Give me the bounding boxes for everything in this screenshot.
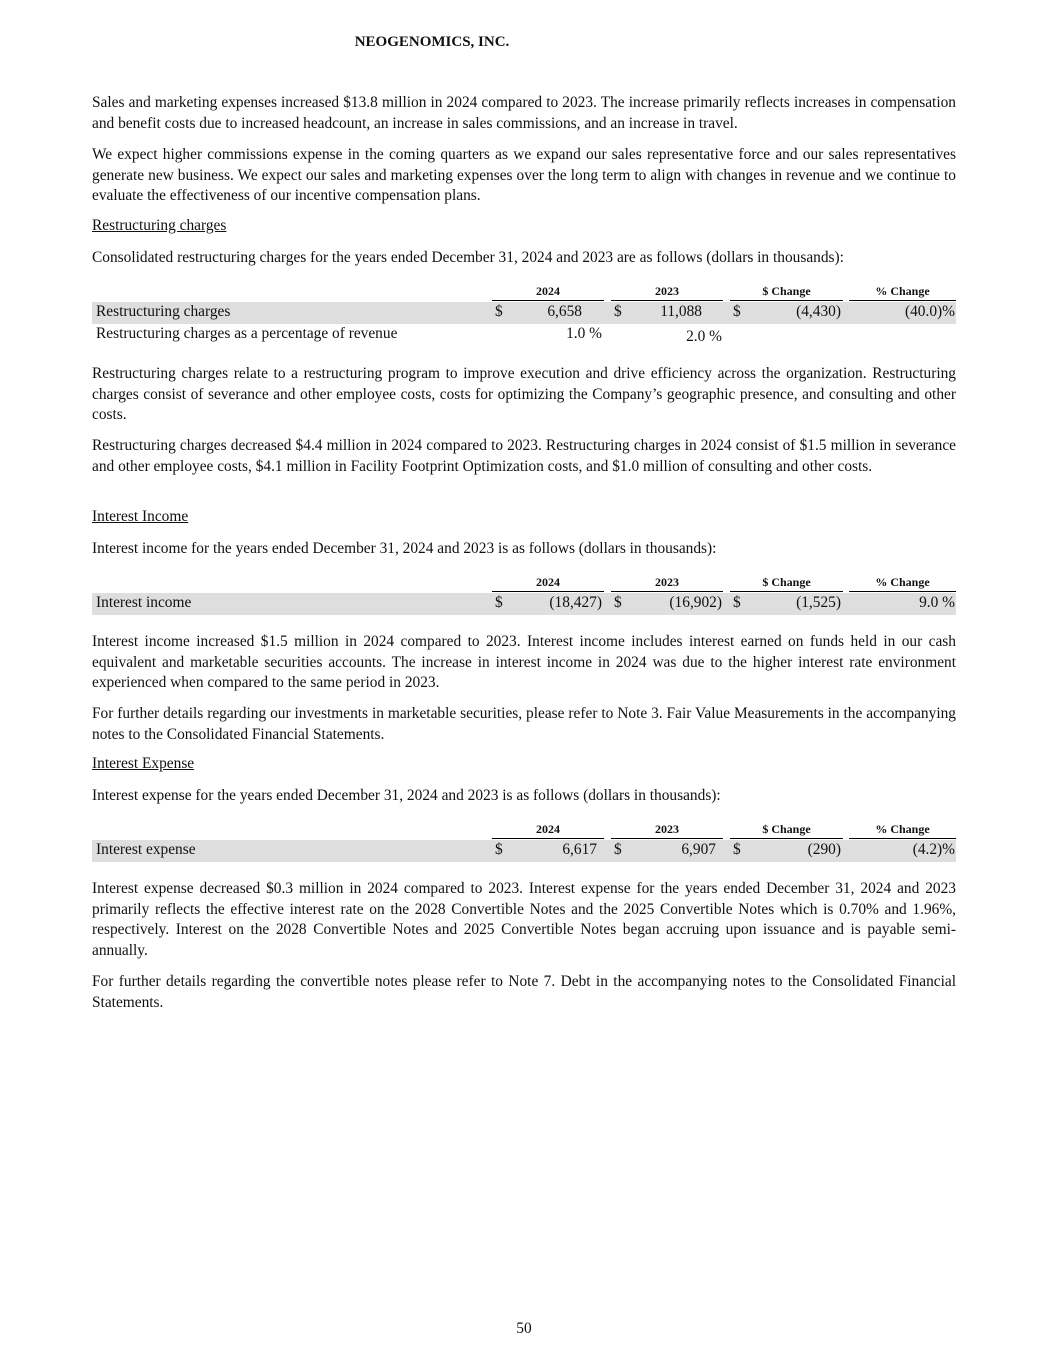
col-2024: 2024 (492, 575, 604, 592)
value-percent-change: (4.2)% (912, 841, 955, 858)
value-2024: 6,617 (562, 841, 597, 858)
interest-income-table (92, 575, 956, 615)
interest-expense-intro: Interest expense for the years ended December 31, 2024 and 2023 is as follows (dollars in thousands): (92, 787, 721, 804)
interest-expense-paragraph-2: For further details regarding the convertible notes please refer to Note 7. Debt in the accompanying notes to the Consolidated Financial Statements. (92, 973, 956, 1011)
value-percent-change: 9.0 % (919, 594, 955, 611)
col-dollar-change: $ Change (730, 822, 843, 839)
currency-symbol: $ (614, 303, 622, 320)
interest-expense-paragraph-1: Interest expense decreased $0.3 million in 2024 compared to 2023. Interest expense for the years ended December 31, 2024 and 2023 primarily reflects the effective interest rate on the 2028 Convertible Notes and the 2025 Convertible Notes which is 0.70% and 1.96%, respectively. Interest on the 2028 Convertible Notes and 2025 Convertible Notes began accruing upon issuance and is payable semi-annually. (92, 880, 956, 959)
col-2023: 2023 (611, 822, 723, 839)
value-2023: (16,902) (669, 594, 722, 611)
row-label: Interest expense (96, 841, 196, 858)
row-label: Restructuring charges as a percentage of revenue (96, 325, 398, 342)
value-percent-change: (40.0)% (904, 303, 955, 320)
interest-expense-heading: Interest Expense (92, 755, 195, 772)
table-header (92, 575, 956, 593)
row-label: Interest income (96, 594, 192, 611)
company-header: NEOGENOMICS, INC. (354, 34, 510, 50)
currency-symbol: $ (733, 841, 741, 858)
restructuring-heading: Restructuring charges (92, 217, 227, 234)
table-header (92, 284, 956, 302)
sales-marketing-paragraph-1: Sales and marketing expenses increased $13.8 million in 2024 compared to 2023. The increase primarily reflects increases in compensation and benefit costs due to increased headcount, an increase in sales commissions, and an increase in travel. (92, 94, 956, 132)
currency-symbol: $ (495, 841, 503, 858)
col-2024: 2024 (492, 822, 604, 839)
currency-symbol: $ (614, 841, 622, 858)
sales-marketing-paragraph-2: We expect higher commissions expense in the coming quarters as we expand our sales representative force and our sales representatives generate new business. We expect our sales and marketing expenses over the long term to align with changes in revenue and we continue to evaluate the effectiveness of our incentive compensation plans. (92, 146, 956, 205)
currency-symbol: $ (733, 303, 741, 320)
table-row (92, 593, 956, 615)
restructuring-paragraph-1: Restructuring charges relate to a restructuring program to improve execution and drive efficiency across the organization. Restructuring charges consist of severance and other employee costs, costs for optimizing the Company’s geographic presence, and consulting and other costs. (92, 365, 956, 424)
interest-income-intro: Interest income for the years ended December 31, 2024 and 2023 is as follows (dollars in thousands): (92, 540, 717, 557)
currency-symbol: $ (614, 594, 622, 611)
interest-income-paragraph-2: For further details regarding our investments in marketable securities, please refer to Note 3. Fair Value Measurements in the accompanying notes to the Consolidated Financial Statements. (92, 705, 956, 743)
col-percent-change: % Change (849, 284, 956, 301)
value-2024: 1.0 % (566, 325, 602, 342)
value-2023: 6,907 (681, 841, 716, 858)
value-dollar-change: (1,525) (796, 594, 841, 611)
currency-symbol: $ (495, 303, 503, 320)
value-dollar-change: (4,430) (796, 303, 841, 320)
restructuring-paragraph-2: Restructuring charges decreased $4.4 million in 2024 compared to 2023. Restructuring charges in 2024 consist of $1.5 million in severance and other employee costs, $4.1 million in Facility Footprint Optimization costs, and $1.0 million of consulting and other costs. (92, 437, 956, 475)
table-row (92, 840, 956, 862)
interest-expense-table (92, 822, 956, 862)
restructuring-table (92, 284, 956, 346)
currency-symbol: $ (495, 594, 503, 611)
col-2023: 2023 (611, 575, 723, 592)
table-row (92, 302, 956, 324)
value-dollar-change: (290) (807, 841, 841, 858)
col-2024: 2024 (492, 284, 604, 301)
col-2023: 2023 (611, 284, 723, 301)
col-percent-change: % Change (849, 822, 956, 839)
restructuring-intro: Consolidated restructuring charges for the years ended December 31, 2024 and 2023 are as follows (dollars in thousands): (92, 249, 844, 266)
row-label: Restructuring charges (96, 303, 231, 320)
table-row (92, 324, 956, 346)
col-dollar-change: $ Change (730, 284, 843, 301)
value-2023: 2.0 % (686, 328, 722, 345)
interest-income-paragraph-1: Interest income increased $1.5 million in 2024 compared to 2023. Interest income includes interest earned on funds held in our cash equivalent and marketable securities accounts. The increase in interest income in 2024 was due to the higher interest rate environment experienced when compared to the same period in 2023. (92, 633, 956, 692)
value-2023: 11,088 (660, 303, 702, 320)
interest-income-heading: Interest Income (92, 508, 189, 525)
page-number: 50 (516, 1320, 532, 1337)
col-dollar-change: $ Change (730, 575, 843, 592)
value-2024: 6,658 (547, 303, 582, 320)
value-2024: (18,427) (549, 594, 602, 611)
currency-symbol: $ (733, 594, 741, 611)
table-header (92, 822, 956, 840)
col-percent-change: % Change (849, 575, 956, 592)
